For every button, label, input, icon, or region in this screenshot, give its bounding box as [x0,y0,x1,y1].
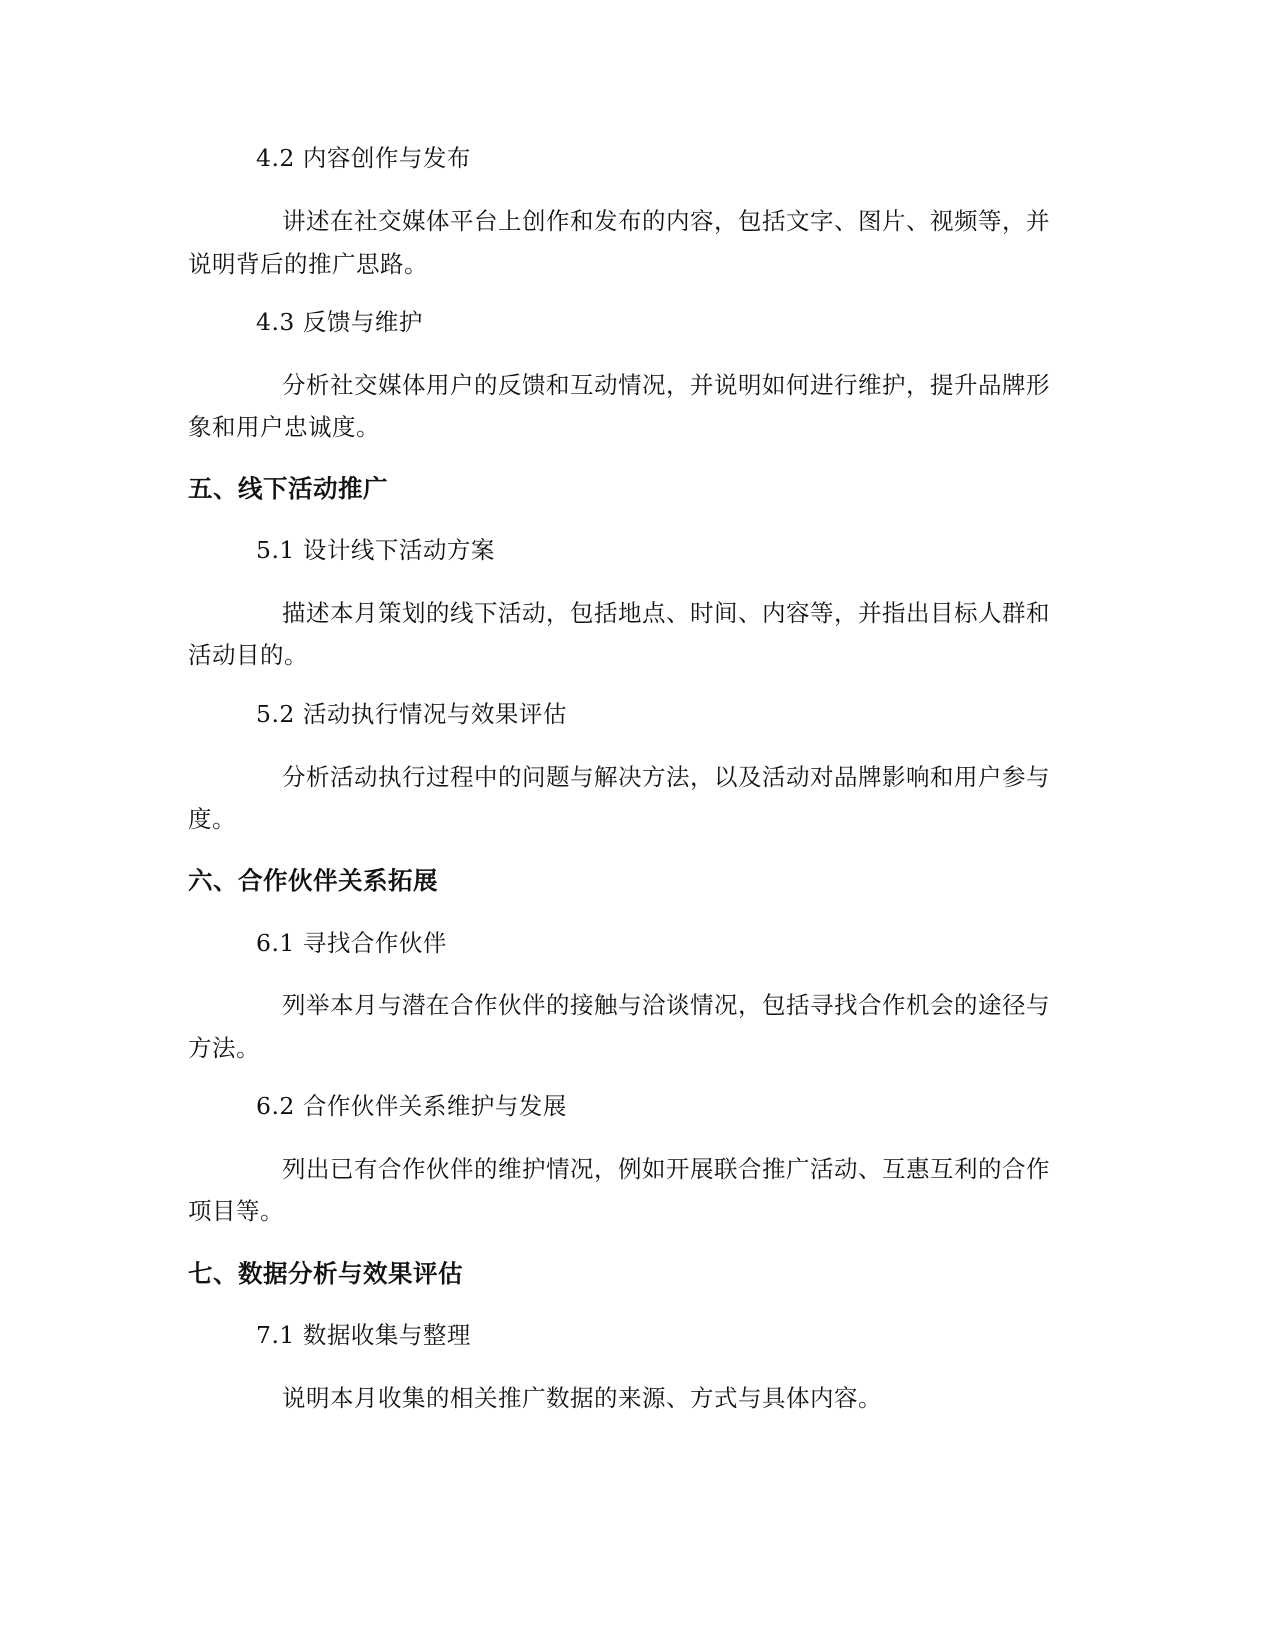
paragraph-5-2-line-1: 分析活动执行过程中的问题与解决方法，以及活动对品牌影响和用户参与 [282,763,1050,791]
paragraph-4-3-line-2: 象和用户忠诚度。 [188,413,380,441]
paragraph-4-3-line-1: 分析社交媒体用户的反馈和互动情况，并说明如何进行维护，提升品牌形 [282,371,1050,399]
subheading-4-2: 4.2 内容创作与发布 [256,144,471,172]
subheading-7-1: 7.1 数据收集与整理 [256,1321,471,1349]
paragraph-7-1-line-1: 说明本月收集的相关推广数据的来源、方式与具体内容。 [282,1384,882,1412]
paragraph-6-1-line-1: 列举本月与潜在合作伙伴的接触与洽谈情况，包括寻找合作机会的途径与 [282,991,1050,1019]
heading-section-5: 五、线下活动推广 [188,474,388,503]
subheading-5-2: 5.2 活动执行情况与效果评估 [256,700,567,728]
subheading-4-3: 4.3 反馈与维护 [256,308,423,336]
paragraph-6-2-line-1: 列出已有合作伙伴的维护情况，例如开展联合推广活动、互惠互利的合作 [282,1155,1050,1183]
subheading-6-2: 6.2 合作伙伴关系维护与发展 [256,1092,567,1120]
paragraph-4-2-line-2: 说明背后的推广思路。 [188,250,428,278]
paragraph-4-2-line-1: 讲述在社交媒体平台上创作和发布的内容，包括文字、图片、视频等，并 [282,207,1050,235]
paragraph-6-1-line-2: 方法。 [188,1034,260,1062]
paragraph-5-1-line-2: 活动目的。 [188,641,308,669]
paragraph-5-1-line-1: 描述本月策划的线下活动，包括地点、时间、内容等，并指出目标人群和 [282,599,1050,627]
heading-section-7: 七、数据分析与效果评估 [188,1259,463,1288]
subheading-5-1: 5.1 设计线下活动方案 [256,536,495,564]
paragraph-6-2-line-2: 项目等。 [188,1197,284,1225]
paragraph-5-2-line-2: 度。 [188,805,236,833]
subheading-6-1: 6.1 寻找合作伙伴 [256,929,447,957]
heading-section-6: 六、合作伙伴关系拓展 [188,866,438,895]
